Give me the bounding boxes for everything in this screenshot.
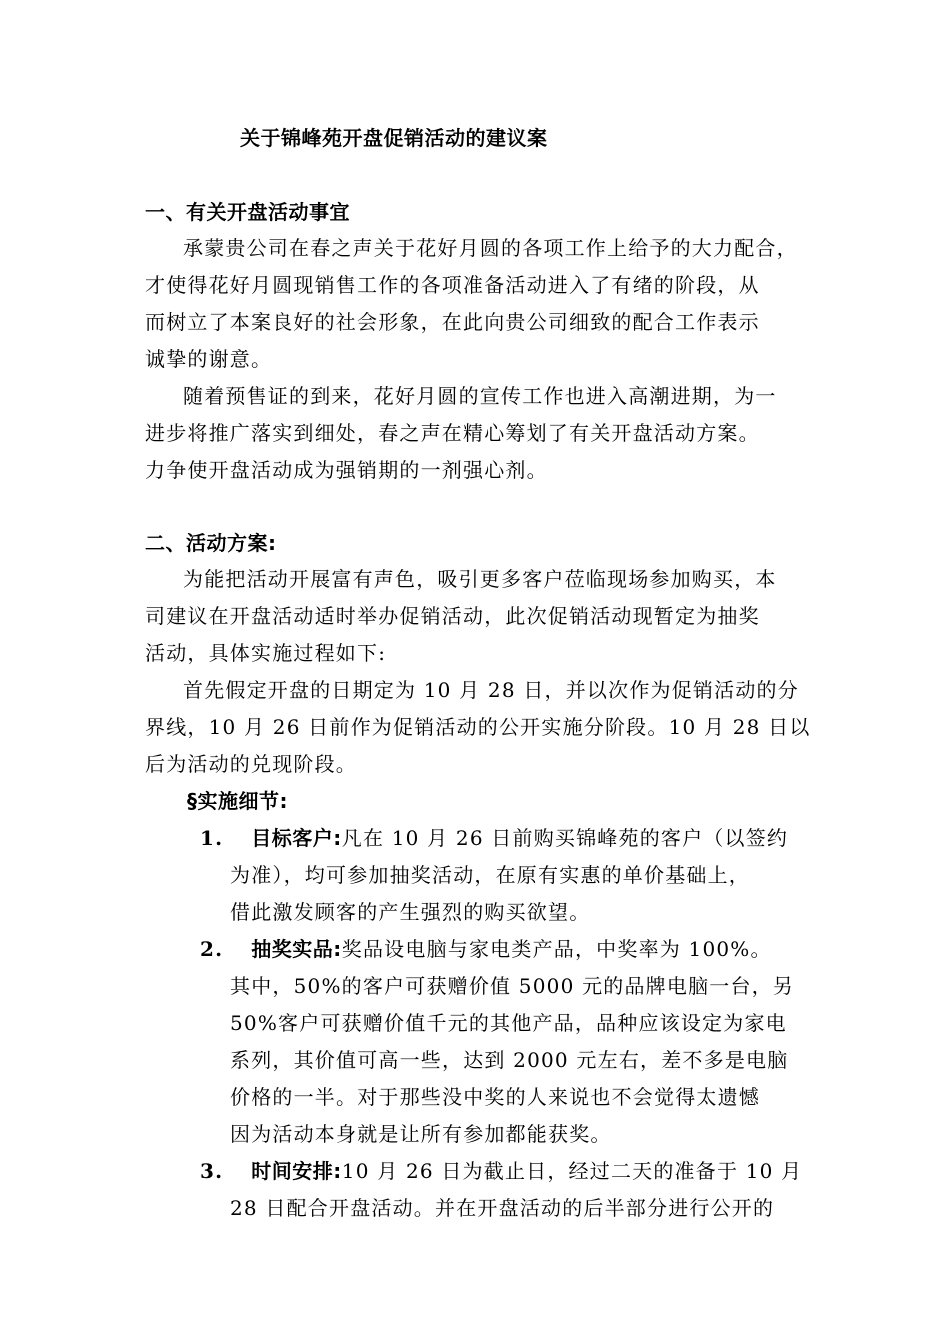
list-item-continuation: 因为活动本身就是让所有参加都能获奖。	[230, 1122, 612, 1146]
list-item-number: 3.	[200, 1159, 224, 1183]
list-item-label: 时间安排:	[251, 1159, 342, 1183]
paragraph-line: 而树立了本案良好的社会形象，在此向贵公司细致的配合工作表示	[145, 310, 760, 334]
list-item-1	[200, 826, 788, 850]
paragraph-line: 为能把活动开展富有声色，吸引更多客户莅临现场参加购买，本	[183, 567, 777, 591]
paragraph-line: 活动，具体实施过程如下:	[145, 641, 387, 665]
list-item-continuation: 28 日配合开盘活动。并在开盘活动的后半部分进行公开的	[230, 1196, 775, 1220]
list-item-text: 凡在 10 月 26 日前购买锦峰苑的客户（以签约	[341, 826, 789, 850]
list-item-continuation: 50%客户可获赠价值千元的其他产品，品种应该设定为家电	[230, 1011, 787, 1035]
list-item-label: 抽奖实品:	[251, 937, 342, 961]
paragraph-line: 诚挚的谢意。	[145, 347, 273, 371]
paragraph-line: 司建议在开盘活动适时举办促销活动，此次促销活动现暂定为抽奖	[145, 604, 760, 628]
document-title: 关于锦峰苑开盘促销活动的建议案	[240, 126, 548, 150]
list-item-text: 奖品设电脑与家电类产品，中奖率为 100%。	[341, 937, 772, 961]
list-item-continuation: 为准），均可参加抽奖活动，在原有实惠的单价基础上，	[230, 863, 750, 887]
list-item-2	[200, 937, 772, 961]
paragraph-line: 界线，10 月 26 日前作为促销活动的公开实施分阶段。10 月 28 日以	[145, 715, 811, 739]
list-item-number: 1.	[200, 826, 224, 850]
list-item-3	[200, 1159, 802, 1183]
paragraph-line: 进步将推广落实到细处，春之声在精心筹划了有关开盘活动方案。	[145, 421, 760, 445]
list-item-continuation: 价格的一半。对于那些没中奖的人来说也不会觉得太遗憾	[230, 1085, 760, 1109]
paragraph-line: 后为活动的兑现阶段。	[145, 752, 357, 776]
list-item-continuation: 其中，50%的客户可获赠价值 5000 元的品牌电脑一台，另	[230, 974, 795, 998]
paragraph-line: 首先假定开盘的日期定为 10 月 28 日，并以次作为促销活动的分	[183, 678, 799, 702]
paragraph-line: 随着预售证的到来，花好月圆的宣传工作也进入高潮进期，为一	[183, 384, 777, 408]
paragraph-line: 力争使开盘活动成为强销期的一剂强心剂。	[145, 458, 548, 482]
list-item-number: 2.	[200, 937, 224, 961]
list-item-continuation: 借此激发顾客的产生强烈的购买欲望。	[230, 900, 591, 924]
section-2-heading: 二、活动方案:	[145, 531, 277, 555]
list-item-text: 10 月 26 日为截止日，经过二天的准备于 10 月	[341, 1159, 803, 1183]
list-item-label: 目标客户:	[251, 826, 342, 850]
details-heading: §实施细节:	[187, 789, 288, 813]
paragraph-line: 承蒙贵公司在春之声关于花好月圆的各项工作上给予的大力配合，	[183, 236, 798, 260]
paragraph-line: 才使得花好月圆现销售工作的各项准备活动进入了有绪的阶段，从	[145, 273, 760, 297]
list-item-continuation: 系列，其价值可高一些，达到 2000 元左右，差不多是电脑	[230, 1048, 789, 1072]
section-1-heading: 一、有关开盘活动事宜	[145, 200, 350, 224]
